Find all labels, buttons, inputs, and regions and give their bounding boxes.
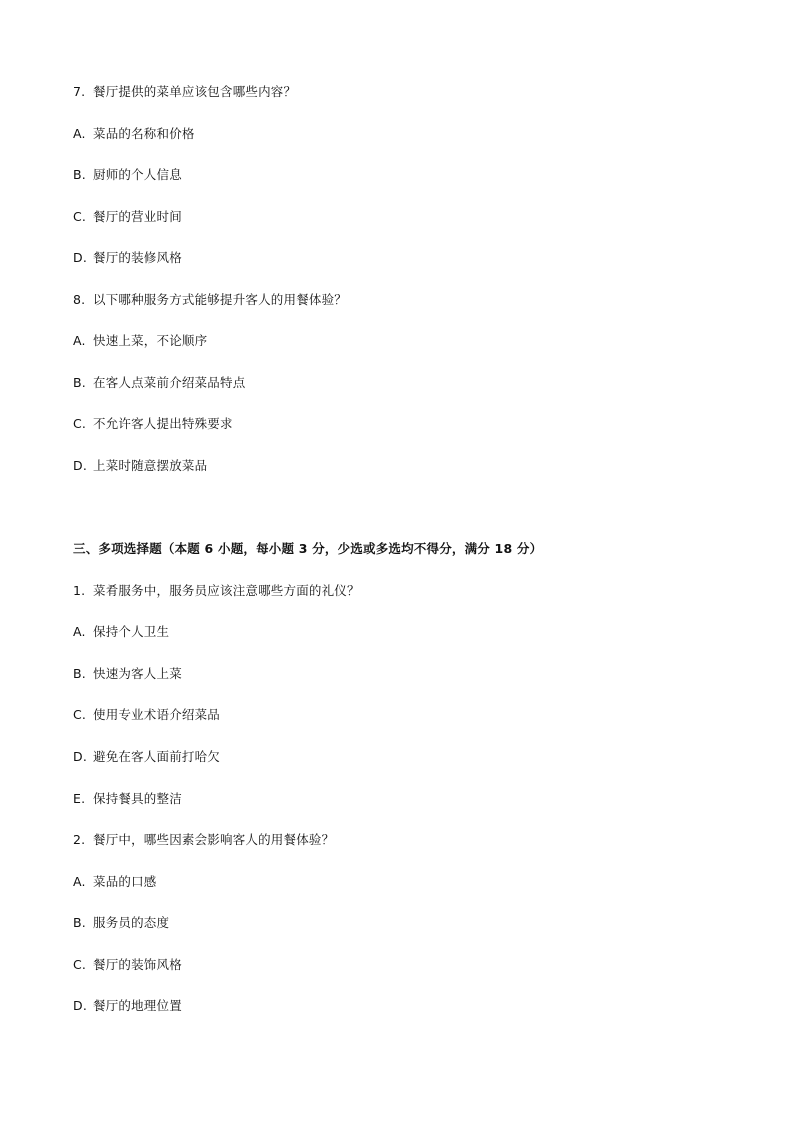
option-letter: C. <box>73 209 87 224</box>
option-letter: B. <box>73 915 86 930</box>
option-letter: D. <box>73 250 87 265</box>
question-7 <box>73 84 296 100</box>
option-text: 保持个人卫生 <box>93 624 170 639</box>
option-m1b <box>73 666 182 682</box>
option-letter: D. <box>73 749 87 764</box>
option-text: 避免在客人面前打哈欠 <box>93 749 221 764</box>
option-letter: C. <box>73 957 87 972</box>
question-text: 以下哪种服务方式能够提升客人的用餐体验？ <box>93 292 348 307</box>
option-text: 保持餐具的整洁 <box>93 791 182 806</box>
option-8d <box>73 458 207 474</box>
option-letter: B. <box>73 167 86 182</box>
option-m1d <box>73 749 220 765</box>
option-text: 餐厅的装修风格 <box>93 250 182 265</box>
option-letter: E. <box>73 791 86 806</box>
option-m2b <box>73 915 169 931</box>
option-letter: A. <box>73 333 86 348</box>
option-m2d <box>73 998 182 1014</box>
option-text: 不允许客人提出特殊要求 <box>93 416 233 431</box>
multi-question-1 <box>73 583 360 599</box>
option-text: 餐厅的营业时间 <box>93 209 182 224</box>
option-7a <box>73 126 195 142</box>
option-7d <box>73 250 182 266</box>
option-letter: A. <box>73 624 86 639</box>
question-8 <box>73 292 347 308</box>
option-m2c <box>73 957 182 973</box>
option-7c <box>73 209 182 225</box>
option-text: 餐厅的装饰风格 <box>93 957 182 972</box>
option-letter: D. <box>73 458 87 473</box>
option-letter: A. <box>73 874 86 889</box>
question-number: 7. <box>73 84 86 99</box>
option-text: 菜品的名称和价格 <box>93 126 195 141</box>
question-text: 餐厅提供的菜单应该包含哪些内容？ <box>93 84 297 99</box>
question-number: 1. <box>73 583 86 598</box>
question-number: 8. <box>73 292 86 307</box>
option-7b <box>73 167 182 183</box>
section-heading: 三、多项选择题（本题 6 小题，每小题 3 分，少选或多选均不得分，满分 18 分） <box>73 541 543 556</box>
option-letter: D. <box>73 998 87 1013</box>
option-text: 服务员的态度 <box>93 915 170 930</box>
option-m1e <box>73 791 182 807</box>
option-text: 快速为客人上菜 <box>93 666 182 681</box>
option-text: 上菜时随意摆放菜品 <box>93 458 208 473</box>
multi-question-2 <box>73 832 334 848</box>
option-letter: B. <box>73 666 86 681</box>
option-m1c <box>73 707 220 723</box>
option-text: 菜品的口感 <box>93 874 157 889</box>
option-8a <box>73 333 207 349</box>
option-8b <box>73 375 245 391</box>
question-number: 2. <box>73 832 86 847</box>
option-text: 使用专业术语介绍菜品 <box>93 707 221 722</box>
option-8c <box>73 416 233 432</box>
option-text: 厨师的个人信息 <box>93 167 182 182</box>
option-text: 在客人点菜前介绍菜品特点 <box>93 375 246 390</box>
option-text: 快速上菜，不论顺序 <box>93 333 208 348</box>
option-letter: A. <box>73 126 86 141</box>
option-text: 餐厅的地理位置 <box>93 998 182 1013</box>
question-text: 餐厅中，哪些因素会影响客人的用餐体验？ <box>93 832 335 847</box>
option-letter: C. <box>73 707 87 722</box>
option-m2a <box>73 874 157 890</box>
option-m1a <box>73 624 169 640</box>
question-text: 菜肴服务中，服务员应该注意哪些方面的礼仪？ <box>93 583 360 598</box>
option-letter: C. <box>73 416 87 431</box>
option-letter: B. <box>73 375 86 390</box>
